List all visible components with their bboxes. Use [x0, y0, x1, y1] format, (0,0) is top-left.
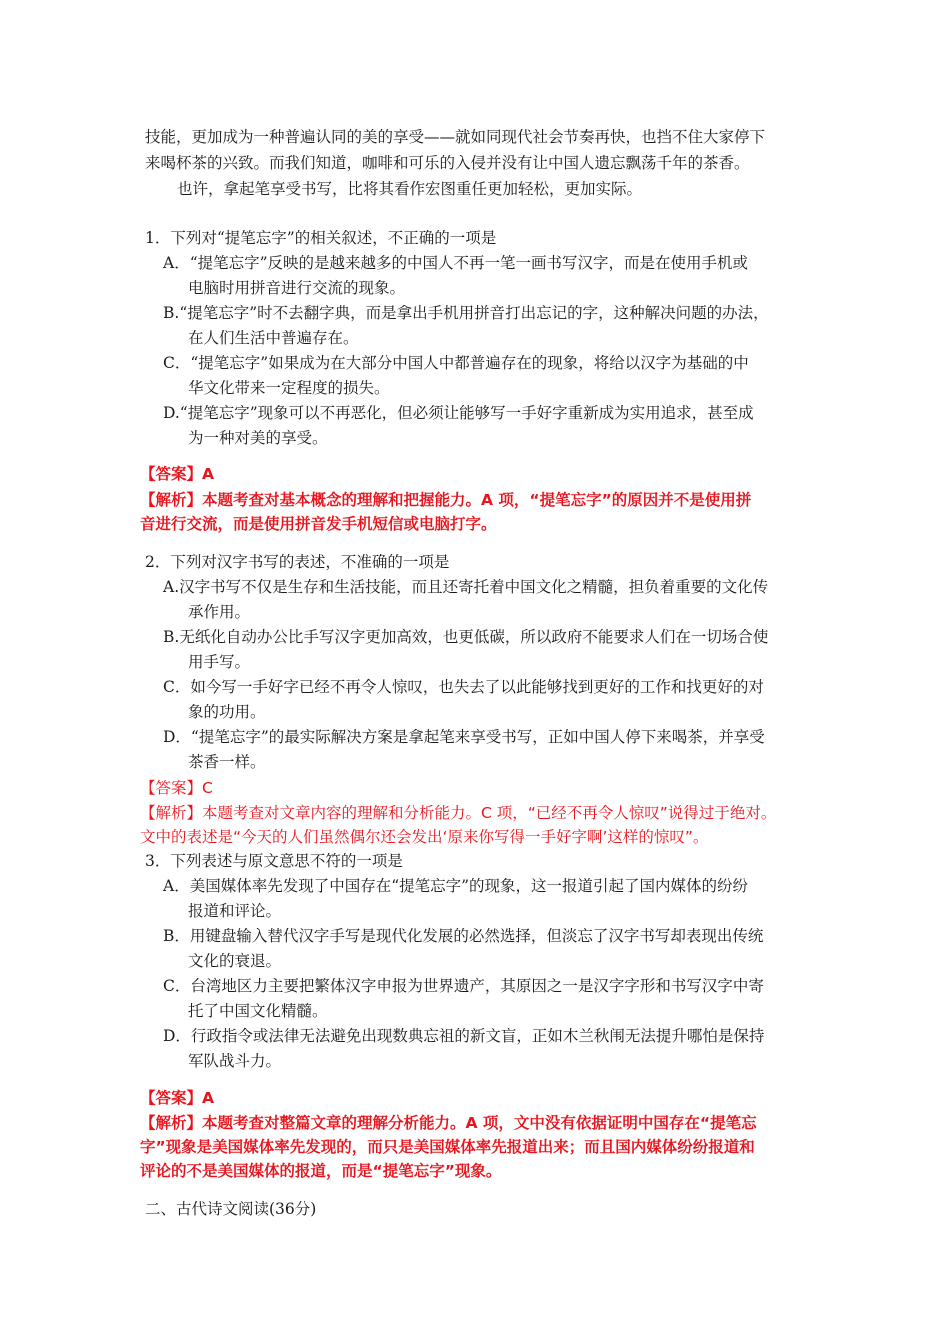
q3-option-b-line2: 文化的衰退。: [188, 952, 282, 970]
q2-answer: 【答案】C: [140, 779, 213, 797]
q1-analysis-line2: 音进行交流，而是使用拼音发手机短信或电脑打字。: [140, 515, 497, 533]
q3-option-a-line1: A．美国媒体率先发现了中国存在“提笔忘字”的现象，这一报道引起了国内媒体的纷纷: [163, 877, 749, 895]
q1-analysis-line1: 【解析】本题考查对基本概念的理解和把握能力。A 项，“提笔忘字”的原因并不是使用拼: [140, 491, 752, 509]
q3-stem: 3．下列表述与原文意思不符的一项是: [145, 852, 403, 870]
q2-option-a-line1: A.汉字书写不仅是生存和生活技能，而且还寄托着中国文化之精髓，担负着重要的文化传: [163, 578, 769, 596]
q3-answer: 【答案】A: [140, 1089, 214, 1107]
q3-option-c-line1: C．台湾地区力主要把繁体汉字申报为世界遗产，其原因之一是汉字字形和书写汉字中寄: [163, 977, 764, 995]
q3-option-d-line1: D．行政指令或法律无法避免出现数典忘祖的新文盲，正如木兰秋闱无法提升哪怕是保持: [163, 1027, 765, 1045]
q1-option-b-line1: B.“提笔忘字”时不去翻字典，而是拿出手机用拼音打出忘记的字，这种解决问题的办法，: [163, 304, 769, 322]
q3-option-c-line2: 托了中国文化精髓。: [188, 1002, 328, 1020]
q3-analysis-line3: 评论的不是美国媒体的报道，而是“提笔忘字”现象。: [140, 1162, 502, 1180]
q2-option-b-line2: 用手写。: [188, 653, 251, 671]
q2-option-d-line1: D．“提笔忘字”的最实际解决方案是拿起笔来享受书写，正如中国人停下来喝茶，并享受: [163, 728, 765, 746]
q2-analysis-line2: 文中的表述是“今天的人们虽然偶尔还会发出‘原来你写得一手好字啊’这样的惊叹”。: [140, 828, 709, 846]
q1-option-b-line2: 在人们生活中普遍存在。: [188, 329, 359, 347]
q1-option-a-line1: A．“提笔忘字”反映的是越来越多的中国人不再一笔一画书写汉字，而是在使用手机或: [163, 254, 749, 272]
q2-analysis-line1: 【解析】本题考查对文章内容的理解和分析能力。C 项，“已经不再令人惊叹”说得过于绝对。: [140, 804, 777, 822]
q1-option-c-line2: 华文化带来一定程度的损失。: [188, 379, 390, 397]
q2-option-b-line1: B.无纸化自动办公比手写汉字更加高效，也更低碳，所以政府不能要求人们在一切场合使: [163, 628, 769, 646]
q1-option-a-line2: 电脑时用拼音进行交流的现象。: [188, 279, 406, 297]
q3-option-d-line2: 军队战斗力。: [188, 1052, 282, 1070]
intro-line-2: 来喝杯茶的兴致。而我们知道，咖啡和可乐的入侵并没有让中国人遗忘飘荡千年的茶香。: [145, 154, 750, 172]
intro-line-1: 技能，更加成为一种普遍认同的美的享受——就如同现代社会节奏再快，也挡不住大家停下: [145, 128, 766, 146]
q3-analysis-line1: 【解析】本题考查对整篇文章的理解分析能力。A 项，文中没有依据证明中国存在“提笔忘: [140, 1114, 757, 1132]
q2-option-c-line2: 象的功用。: [188, 703, 266, 721]
q1-answer: 【答案】A: [140, 465, 214, 483]
q1-option-d-line2: 为一种对美的享受。: [188, 429, 328, 447]
q1-option-c-line1: C．“提笔忘字”如果成为在大部分中国人中都普遍存在的现象，将给以汉字为基础的中: [163, 354, 749, 372]
intro-line-3: 也许，拿起笔享受书写，比将其看作宏图重任更加轻松，更加实际。: [177, 180, 643, 198]
q1-stem: 1．下列对“提笔忘字”的相关叙述，不正确的一项是: [145, 229, 497, 247]
q3-option-a-line2: 报道和评论。: [188, 902, 282, 920]
q3-analysis-line2: 字”现象是美国媒体率先发现的，而只是美国媒体率先报道出来；而且国内媒体纷纷报道和: [140, 1138, 755, 1156]
q2-option-a-line2: 承作用。: [188, 603, 251, 621]
section-2-heading: 二、古代诗文阅读(36分): [145, 1200, 317, 1218]
q3-option-b-line1: B．用键盘输入替代汉字手写是现代化发展的必然选择，但淡忘了汉字书写却表现出传统: [163, 927, 764, 945]
q1-option-d-line1: D.“提笔忘字”现象可以不再恶化，但必须让能够写一手好字重新成为实用追求，甚至成: [163, 404, 754, 422]
q2-option-c-line1: C．如今写一手好字已经不再令人惊叹，也失去了以此能够找到更好的工作和找更好的对: [163, 678, 764, 696]
q2-stem: 2．下列对汉字书写的表述，不准确的一项是: [145, 553, 450, 571]
q2-option-d-line2: 茶香一样。: [188, 753, 266, 771]
